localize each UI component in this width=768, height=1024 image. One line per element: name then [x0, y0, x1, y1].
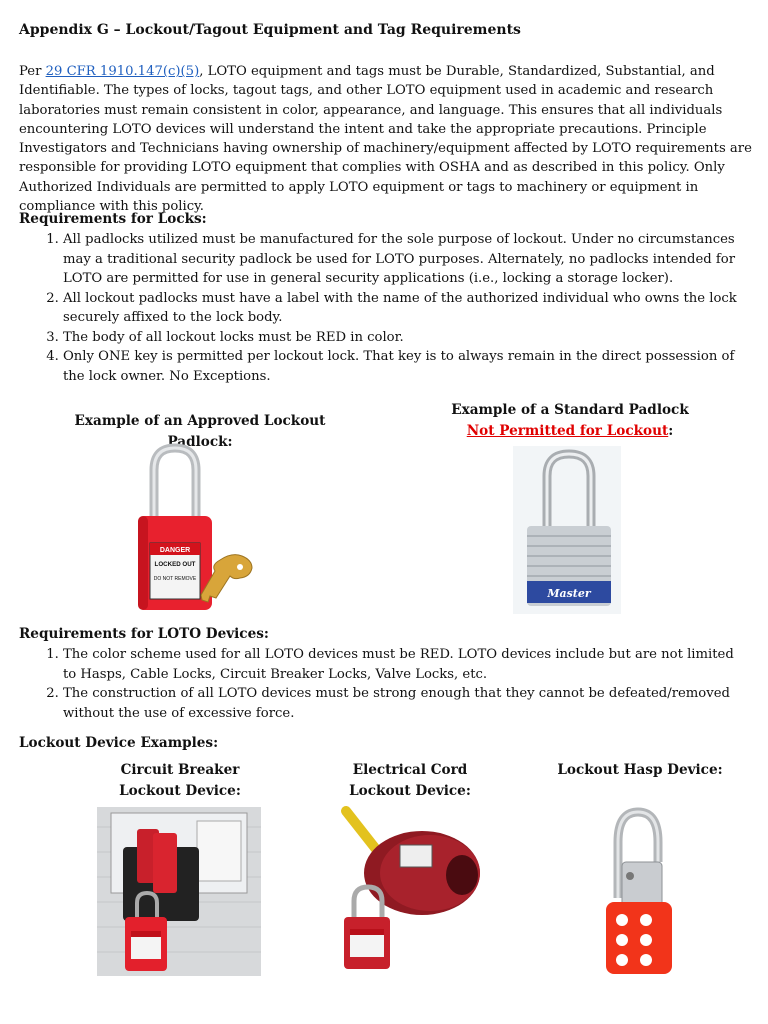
standard-caption-line2 [420, 421, 720, 442]
danger-label: DANGER [159, 547, 191, 554]
page-title: Appendix G – Lockout/Tagout Equipment and Tag Requirements [19, 22, 521, 38]
locks-list [19, 230, 749, 386]
cfr-link[interactable]: 29 CFR 1910.147(c)(5) [45, 64, 200, 79]
locks-item-3: 3. The body of all lockout locks must be RED in color. [63, 328, 749, 348]
locked-out-label: LOCKED OUT [154, 561, 196, 568]
cord-lockout-caption: Electrical Cord Lockout Device: [349, 762, 471, 799]
standard-caption-line1: Example of a Standard Padlock [451, 402, 689, 418]
intro-prefix: Per [19, 64, 46, 79]
caption-colon: : [668, 423, 674, 439]
locks-item-4: 4. Only ONE key is permitted per lockout lock. That key is to always remain in the direct possession of the lock owner. No Exceptions. [63, 347, 749, 386]
locks-item-1: 1. All padlocks utilized must be manufactured for the sole purpose of lockout. Under no circumstances may a traditional security padlock be used for LOTO purposes. Alternately, no padlocks intended for LOTO are permitted for use in general security applications (i.e., locking a storage locker). [63, 230, 749, 289]
devices-item-1: 1. The color scheme used for all LOTO devices must be RED. LOTO devices include but are not limited to Hasps, Cable Locks, Circuit Breaker Locks, Valve Locks, etc. [63, 645, 749, 684]
standard-padlock-image [513, 446, 621, 614]
intro-body: , LOTO equipment and tags must be Durable, Standardized, Substantial, and Identifiable. The types of locks, tagout tags, and other LOTO equipment used in academic and research laboratories must remain consistent in color, appearance, and language. This ensures that all individuals encountering LOTO devices will understand the intent and take the appropriate precautions. Principle Investigators and Technicians having ownership of machinery/equipment affected by LOTO requirements are responsible for providing LOTO equipment that complies with OSHA and as described in this policy. Only Authorized Individuals are permitted to apply LOTO equipment or tags to machinery or equipment in compliance with this policy. [19, 64, 752, 215]
devices-heading: Requirements for LOTO Devices: [19, 626, 269, 642]
locks-item-2: 2. All lockout padlocks must have a label with the name of the authorized individual who owns the lock securely affixed to the lock body. [63, 289, 749, 328]
hasp-image [596, 802, 681, 978]
devices-list [19, 645, 749, 723]
circuit-breaker-caption: Circuit Breaker Lockout Device: [119, 762, 241, 799]
not-permitted-text: Not Permitted for Lockout [466, 423, 669, 439]
devices-item-2: 2. The construction of all LOTO devices must be strong enough that they cannot be defeated/removed without the use of excessive force. [63, 684, 749, 723]
cord-lockout-image [334, 805, 499, 975]
circuit-breaker-image [97, 807, 261, 976]
intro-paragraph [19, 62, 754, 216]
master-brand-label: Master [547, 587, 591, 600]
device-examples-heading: Lockout Device Examples: [19, 735, 219, 751]
locks-heading: Requirements for Locks: [19, 211, 207, 227]
approved-padlock-caption: Example of an Approved Lockout Padlock: [74, 413, 326, 450]
standard-padlock-caption [420, 400, 720, 442]
approved-padlock-image [128, 440, 273, 616]
do-not-remove-label: DO NOT REMOVE [153, 576, 197, 582]
hasp-caption: Lockout Hasp Device: [557, 762, 723, 778]
